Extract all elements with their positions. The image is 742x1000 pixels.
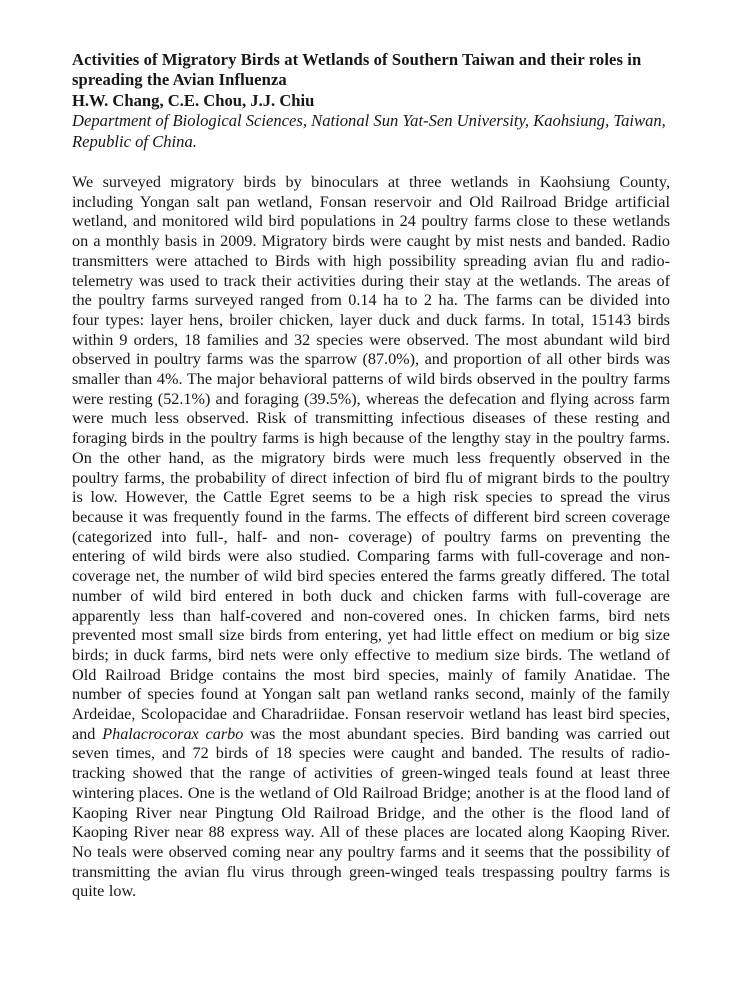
- species-name-italic: Phalacrocorax carbo: [102, 724, 244, 743]
- authors-line: H.W. Chang, C.E. Chou, J.J. Chiu: [72, 90, 315, 110]
- affiliation-line: Department of Biological Sciences, National Sun Yat-Sen University, Kaohsiung, Taiwan, Republic of China.: [72, 111, 666, 151]
- abstract-text-before-species: We surveyed migratory birds by binoculars at three wetlands in Kaohsiung County, including Yongan salt pan wetland, Fonsan reservoir and Old Railroad Bridge artificial wetland, and monitored wild bird populations in 24 poultry farms close to these wetlands on a monthly basis in 2009. Migratory birds were caught by mist nests and banded. Radio transmitters were attached to Birds with high possibility spreading avian flu and radio-telemetry was used to track their activities during their stay at the wetlands. The areas of the poultry farms surveyed ranged from 0.14 ha to 2 ha. The farms can be divided into four types: layer hens, broiler chicken, layer duck and duck farms. In total, 15143 birds within 9 orders, 18 families and 32 species were observed. The most abundant wild bird observed in poultry farms was the sparrow (87.0%), and proportion of all other birds was smaller than 4%. The major behavioral patterns of wild birds observed in the poultry farms were resting (52.1%) and foraging (39.5%), whereas the defecation and flying across farm were much less observed. Risk of transmitting infectious diseases of these resting and foraging birds in the poultry farms is high because of the lengthy stay in the poultry farms. On the other hand, as the migratory birds were much less frequently observed in the poultry farms, the probability of direct infection of bird flu of migrant birds to the poultry is low. However, the Cattle Egret seems to be a high risk species to spread the virus because it was frequently found in the farms. The effects of different bird screen coverage (categorized into full-, half- and non- coverage) of poultry farms on preventing the entering of wild birds were also studied. Comparing farms with full-coverage and non-coverage net, the number of wild bird species entered the farms greatly differed. The total number of wild bird entered in both duck and chicken farms with full-coverage are apparently less than half-covered and non-covered ones. In chicken farms, bird nets prevented most small size birds from entering, yet had little effect on medium or big size birds; in duck farms, bird nets were only effective to medium size birds. The wetland of Old Railroad Bridge contains the most bird species, mainly of family Anatidae. The number of species found at Yongan salt pan wetland ranks second, mainly of the family Ardeidae, Scolopacidae and Charadriidae. Fonsan reservoir wetland has least bird species, and: [72, 173, 670, 743]
- abstract-paragraph: [72, 173, 670, 902]
- paper-title: Activities of Migratory Birds at Wetlands of Southern Taiwan and their roles in spreading the Avian Influenza: [72, 50, 642, 90]
- abstract-text-after-species: was the most abundant species. Bird banding was carried out seven times, and 72 birds of 18 species were caught and banded. The results of radio-tracking showed that the range of activities of green-winged teals found at least three wintering places. One is the wetland of Old Railroad Bridge; another is at the flood land of Kaoping River near Pingtung Old Railroad Bridge, and the other is the flood land of Kaoping River near 88 express way. All of these places are located along Kaoping River. No teals were observed coming near any poultry farms and it seems that the possibility of transmitting the avian flu virus through green-winged teals trespassing poultry farms is quite low.: [72, 724, 670, 901]
